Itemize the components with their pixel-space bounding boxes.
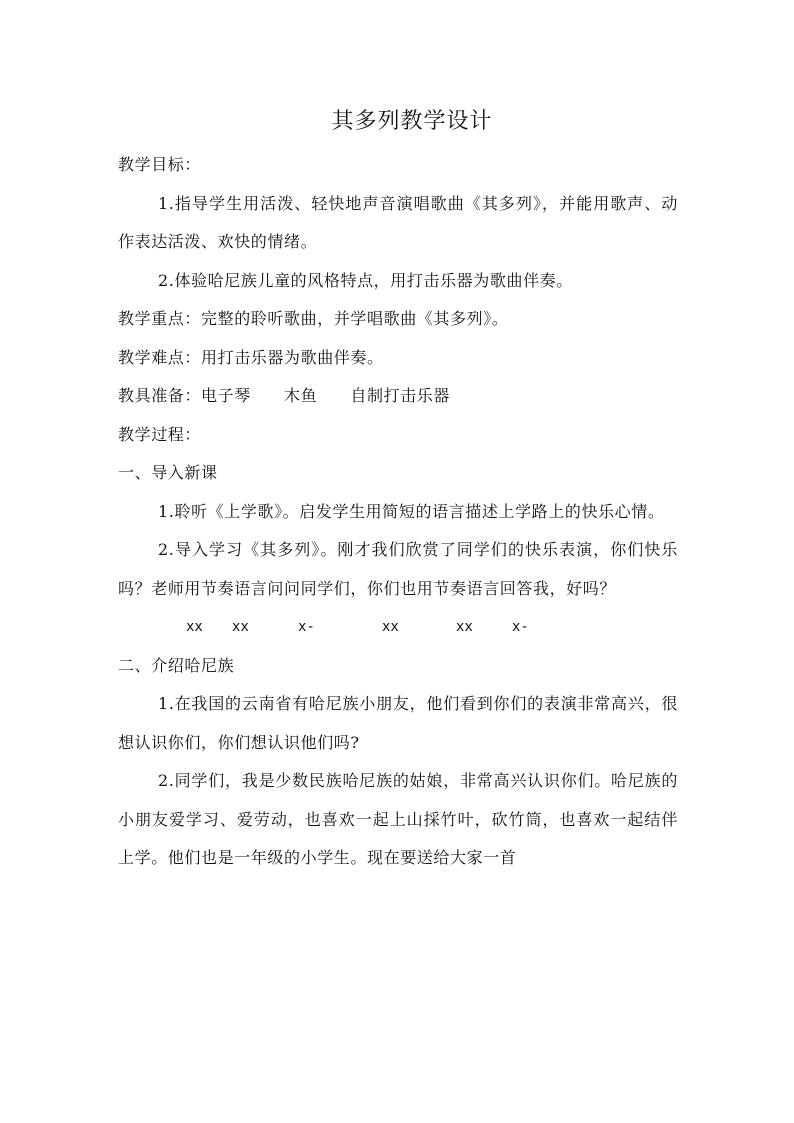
rhythm-note: xx [456, 619, 473, 635]
rhythm-note: xx [186, 619, 203, 635]
rhythm-note: x- [298, 619, 315, 635]
document-title: 其多列教学设计 [331, 109, 493, 134]
rhythm-note: x- [512, 619, 529, 635]
paragraph-objective-1: 1.指导学生用活泼、轻快地声音演唱歌曲《其多列》，并能用歌声、动作表达活泼、欢快的情绪。 [118, 193, 678, 251]
paragraph-materials: 教具准备：电子琴 木鱼 自制打击乐器 [118, 386, 451, 405]
paragraph-key-point: 教学重点：完整的聆听歌曲，并学唱歌曲《其多列》。 [118, 309, 509, 328]
rhythm-note: xx [232, 619, 249, 635]
paragraph-objectives-heading: 教学目标： [118, 155, 202, 174]
paragraph-difficulty: 教学难点：用打击乐器为歌曲伴奏。 [118, 347, 384, 367]
section-heading-hani: 二、介绍哈尼族 [118, 655, 235, 675]
paragraph-hani-1: 1.在我国的云南省有哈尼族小朋友，他们看到你们的表演非常高兴，很想认识你们，你们想认识他们吗? [118, 694, 678, 752]
document-body [118, 146, 678, 878]
paragraph-process-heading: 教学过程： [118, 424, 202, 444]
paragraph-hani-2: 2.同学们，我是少数民族哈尼族的姑娘，非常高兴认识你们。哈尼族的小朋友爱学习、爱劳动，也喜欢一起上山採竹叶，砍竹筒，也喜欢一起结伴上学。他们也是一年级的小学生。现在要送给大家一首 [118, 771, 678, 867]
rhythm-line [118, 608, 678, 647]
section-heading-intro: 一、导入新课 [118, 463, 218, 482]
rhythm-note: xx [382, 619, 399, 635]
paragraph-objective-2: 2.体验哈尼族儿童的风格特点，用打击乐器为歌曲伴奏。 [158, 270, 573, 290]
paragraph-intro-2: 2.导入学习《其多列》。刚才我们欣赏了同学们的快乐表演，你们快乐吗？老师用节奏语言问问同学们，你们也用节奏语言回答我，好吗？ [118, 540, 678, 598]
paragraph-intro-1: 1.聆听《上学歌》。启发学生用简短的语言描述上学路上的快乐心情。 [158, 501, 665, 521]
